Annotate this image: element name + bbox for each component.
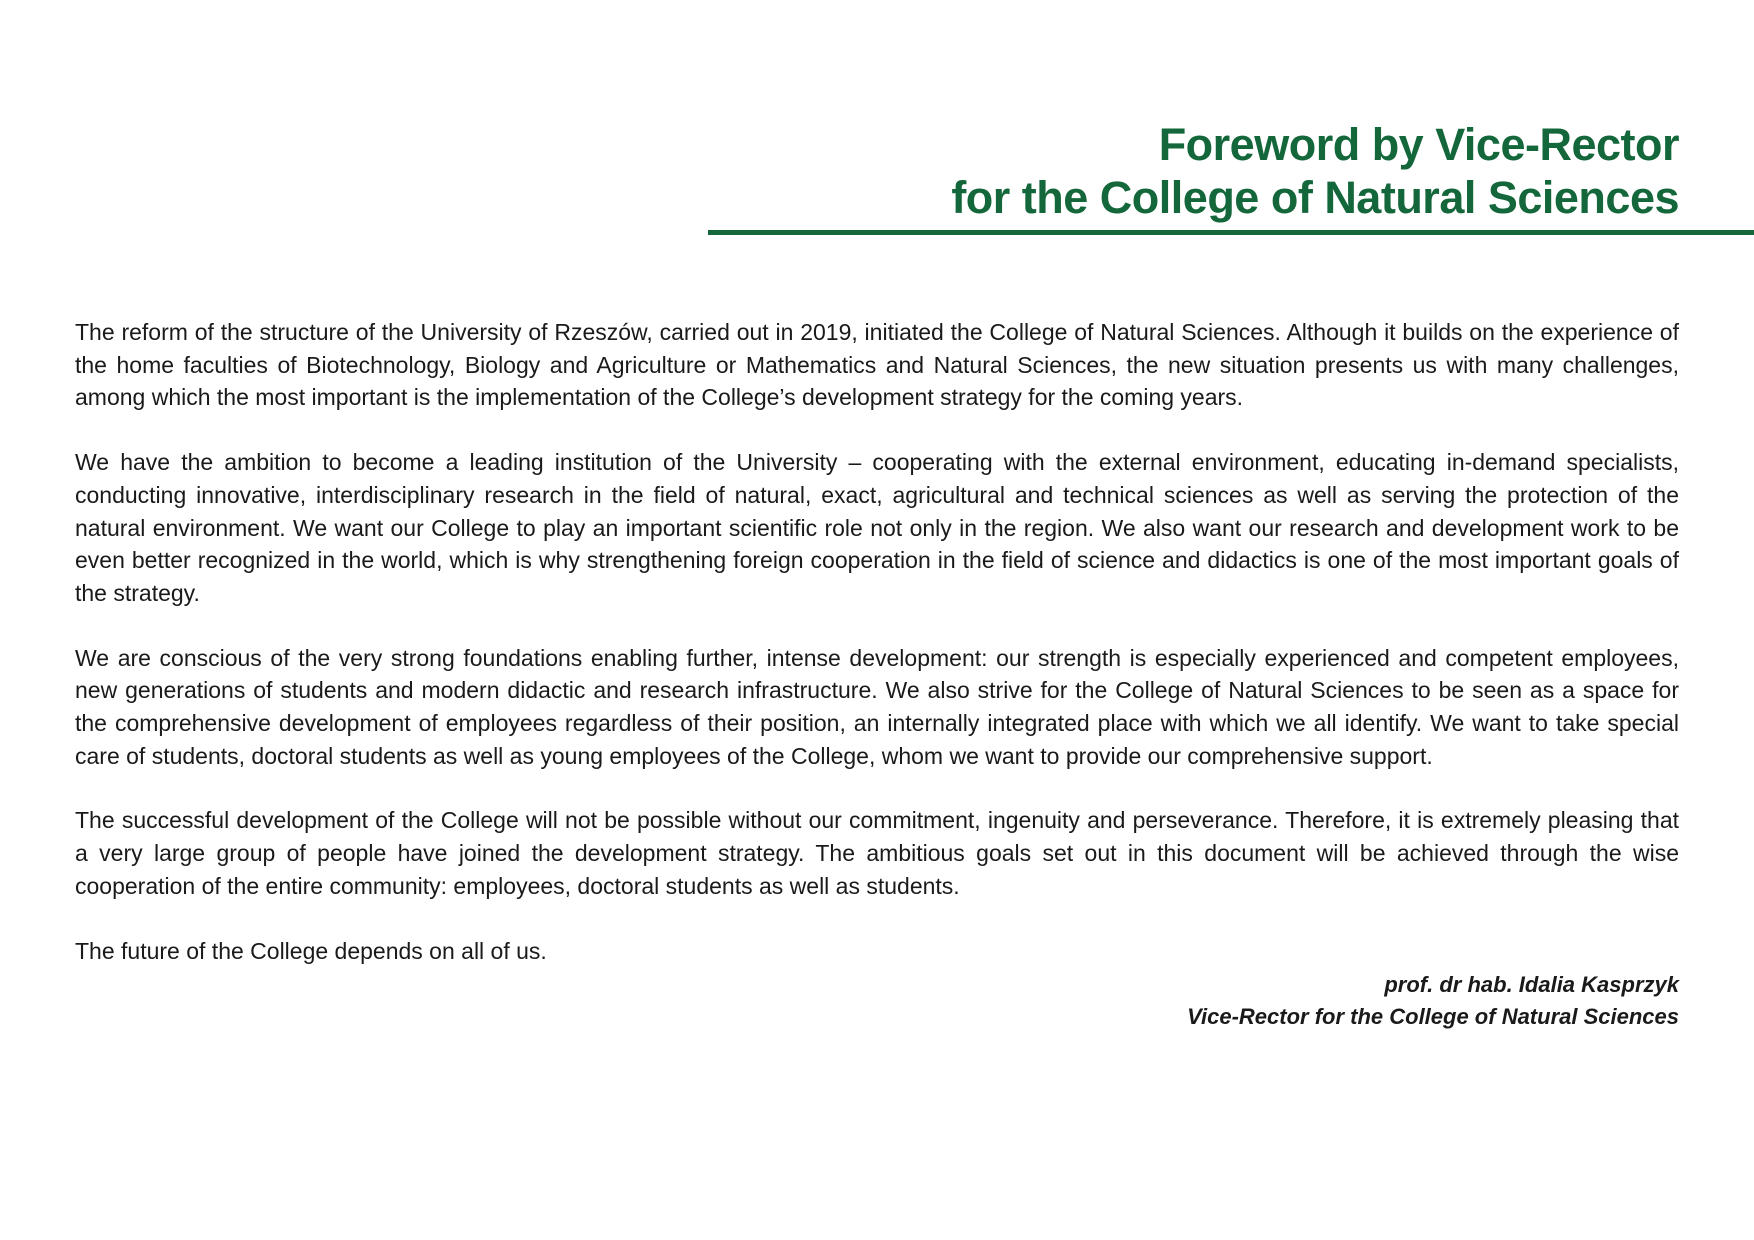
paragraph-5: The future of the College depends on all of us. <box>75 937 547 964</box>
paragraph-3: We are conscious of the very strong foundations enabling further, intense development: our strength is especially experienced and competent employees, new generations of students and modern didactic and research infrastructure. We also strive for the College of Natural Sciences to be seen as a space for the comprehensive development of employees regardless of their position, an internally integrated place with which we all identify. We want to take special care of students, doctoral students as well as young employees of the College, whom we want to provide our comprehensive support. <box>75 644 1679 769</box>
page-title <box>951 118 1679 224</box>
foreword-body <box>75 316 1679 1033</box>
paragraph-2: We have the ambition to become a leading institution of the University – cooperating with the external environment, educating in-demand specialists, conducting innovative, interdisciplinary research in the field of natural, exact, agricultural and technical sciences as well as serving the protection of the natural environment. We want our College to play an important scientific role not only in the region. We also want our research and development work to be even better recognized in the world, which is why strengthening foreign cooperation in the field of science and didactics is one of the most important goals of the strategy. <box>75 449 1679 606</box>
signature-block <box>75 969 1679 1033</box>
title-line-1: Foreword by Vice-Rector <box>1158 119 1679 170</box>
title-underline-divider <box>708 230 1754 235</box>
paragraph-4: The successful development of the College will not be possible without our commitment, ingenuity and perseverance. Therefore, it is extremely pleasing that a very large group of people have joined the development strategy. The ambitious goals set out in this document will be achieved through the wise cooperation of the entire community: employees, doctoral students as well as students. <box>75 807 1679 899</box>
signature-role: Vice-Rector for the College of Natural Sciences <box>1187 1004 1679 1030</box>
paragraph-1: The reform of the structure of the University of Rzeszów, carried out in 2019, initiated the College of Natural Sciences. Although it builds on the experience of the home faculties of Biotechnology, Biology and Agriculture or Mathematics and Natural Sciences, the new situation presents us with many challenges, among which the most important is the implementation of the College’s development strategy for the coming years. <box>75 319 1679 411</box>
title-line-2: for the College of Natural Sciences <box>951 172 1679 223</box>
signature-name: prof. dr hab. Idalia Kasprzyk <box>1384 972 1679 998</box>
